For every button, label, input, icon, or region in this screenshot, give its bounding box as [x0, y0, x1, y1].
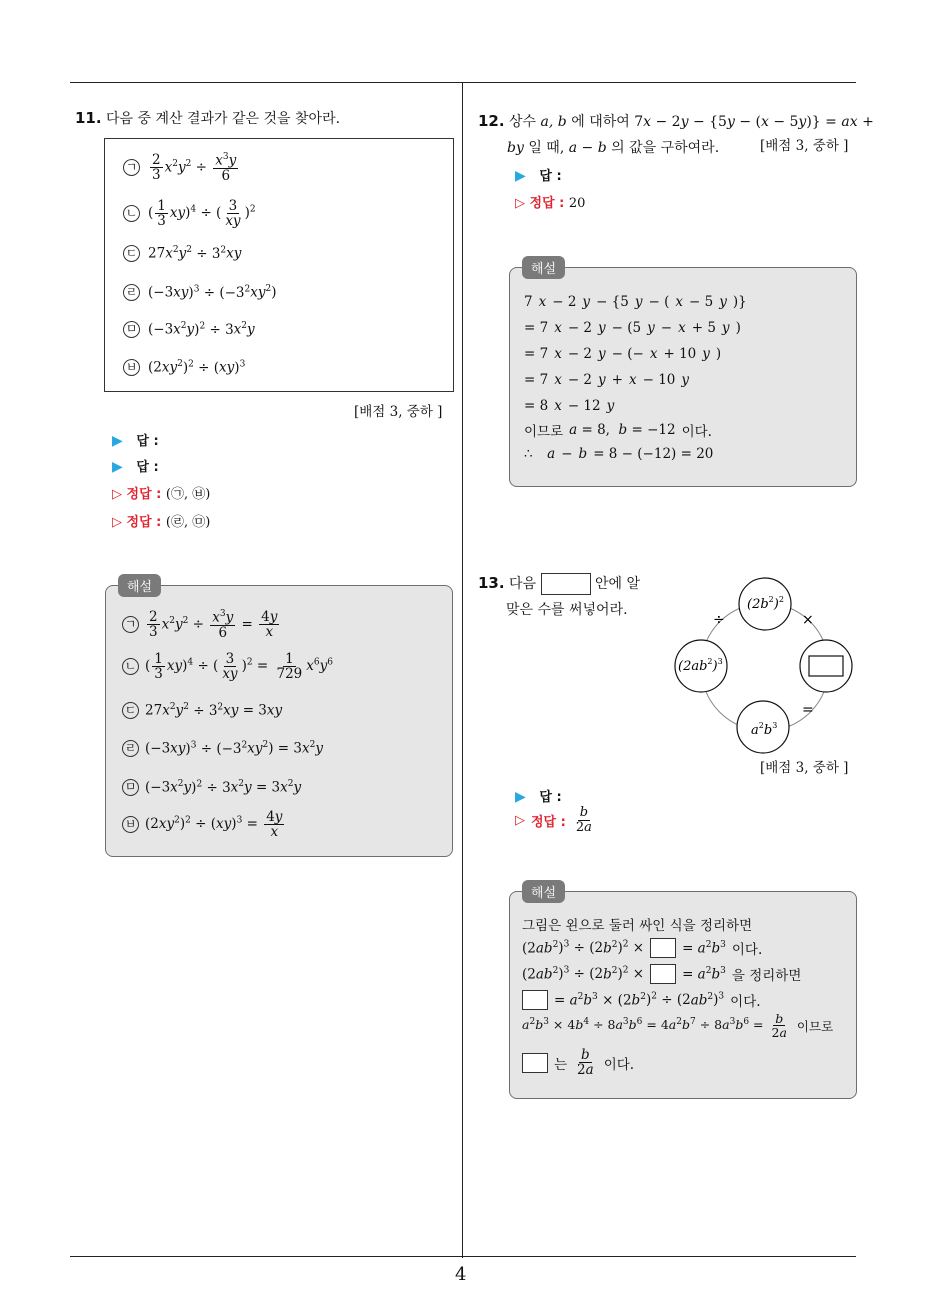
q11-ex-6: ㅂ $(2xy^2)^2 \div (xy)^3$ = $\frac{4y}{x}$ [122, 810, 286, 839]
q13-answer: ▶ 답 : [515, 789, 562, 805]
q11-choice-box [104, 138, 454, 392]
q11-ex-4: ㄹ $(-3xy)^3 \div (-3^2xy^2) = 3x^2y$ [122, 740, 323, 757]
choice-mark-2: ㄴ [123, 205, 140, 222]
explain-tag: 해설 [522, 256, 565, 279]
blank-box [541, 573, 591, 595]
play-icon: ▶ [515, 168, 526, 184]
choice-mark-1: ㄱ [123, 159, 140, 176]
q11-score: [배점 3, 중하 ] [354, 404, 443, 420]
q13-explanation: 해설 그림은 왼으로 둘러 싸인 식을 정리하면 $(2ab^2)^3 \div (2b^2)^2$ × = $a^2b^3$ 이다. $(2ab^2)^3 \div (2b^2)^2$ × = $a^2b^3$ 을 정리하면 = $a^2b^3 \times (2b^2)^2 \div (2ab^2)^3$ 이다. $a^2b^3 \times 4b^4 \div 8a^3b^6 = 4a^2b^7 \div 8a^3b^6$ = $\frac{b}{2a}$ 이므로 는 $\frac{b}{2a}$ 이다. [509, 891, 857, 1099]
q12-number: 12. [478, 112, 505, 130]
choice-mark-4: ㄹ [123, 284, 140, 301]
choice-mark-6: ㅂ [123, 359, 140, 376]
div-op: ÷ [713, 612, 725, 628]
play-outline-icon: ▷ [112, 487, 122, 502]
choice-mark-3: ㄷ [123, 245, 140, 262]
q12-correct: ▷ 정답 : 20 [515, 196, 586, 211]
explain-tag: 해설 [522, 880, 565, 903]
q12-score: [배점 3, 중하 ] [760, 138, 849, 154]
q11-ex-2: ㄴ ( $\frac{1}{3}$ xy)$^4$ ÷ ( $\frac{3}{xy}$ )$^2$ = $\frac{1}{729}$ $x^6y^6$ [122, 652, 333, 681]
choice-mark-5: ㅁ [123, 321, 140, 338]
top-rule [70, 82, 856, 83]
play-outline-icon: ▷ [112, 515, 122, 530]
q13-correct: ▷ 정답 : $\frac{b}{2a}$ [515, 805, 592, 835]
q11-ex-3: ㄷ $27x^2y^2 \div 3^2xy = 3xy$ [122, 702, 282, 719]
q11-ex-1: ㄱ $\frac{2}{3}$ $x^2y^2$ ÷ $\frac{x^3y}{6}$ = $\frac{4y}{x}$ [122, 610, 281, 640]
svg-text:(2b2)2: $(2b^2)^2$ [747, 595, 784, 612]
svg-text:(2ab2)3: $(2ab^2)^3$ [678, 657, 723, 674]
q11-text: 다음 중 계산 결과가 같은 것을 찾아라. [106, 111, 341, 127]
q13-score: [배점 3, 중하 ] [760, 760, 849, 776]
q12-header: 12. 상수 a, b 에 대하여 7x − 2y − {5y − (x − 5y)} = ax + by 일 때, a − b 의 값을 구하여라. [478, 112, 874, 156]
q12-answer: ▶ 답 : [515, 168, 562, 184]
svg-text:a2b3: $a^2b^3$ [751, 721, 778, 738]
play-icon: ▶ [515, 789, 526, 805]
q11-number: 11. [75, 109, 102, 127]
explain-tag: 해설 [118, 574, 161, 597]
q12-explanation: 해설 7 x − 2 y − {5 y − ( x − 5 y )} = 7 x − 2 y − (5 y − x + 5 y ) = 7 x − 2 y − (− x + 10 y ) = 7 x − 2 y + x − 10 y = 8 x − 12 y 이므로 a = 8, b = −12 이다. ∴ a − b = 8 − (−12) = 20 [509, 267, 857, 487]
q11-answer-1: ▶ 답 : [112, 433, 159, 449]
q12-correct-value: 20 [568, 196, 586, 211]
play-outline-icon: ▷ [515, 196, 525, 211]
q11-correct-value-2: (㉣, ㉤) [165, 515, 211, 530]
q11-correct-value-1: (㉠, ㉥) [165, 487, 211, 502]
column-divider [462, 83, 463, 1258]
choice-5: ㅁ $(-3x^2y)^2 \div 3x^2y$ [123, 321, 255, 338]
q11-ex-5: ㅁ $(-3x^2y)^2 \div 3x^2y = 3x^2y$ [122, 779, 301, 796]
q11-correct-1: ▷ 정답 : (㉠, ㉥) [112, 487, 211, 502]
play-icon: ▶ [112, 459, 123, 475]
blank-box-diagram [809, 656, 843, 676]
q13-diagram [668, 574, 858, 760]
q11-header [75, 108, 340, 128]
choice-3: ㄷ $27x^2y^2 \div 3^2xy$ [123, 245, 241, 262]
play-icon: ▶ [112, 433, 123, 449]
bottom-rule [70, 1256, 856, 1257]
q11-explanation [105, 580, 453, 857]
q11-correct-2: ▷ 정답 : (㉣, ㉤) [112, 515, 211, 530]
choice-4: ㄹ $(-3xy)^3 \div (-3^2xy^2)$ [123, 284, 277, 301]
q13-number: 13. [478, 574, 505, 592]
play-outline-icon: ▷ [515, 812, 525, 828]
q13-header: 13. 다음 안에 알 맞은 수를 써넣어라. [478, 574, 641, 618]
page-number: 4 [455, 1264, 467, 1285]
choice-2: ㄴ ( $\frac{1}{3}$ xy)$^4$ ÷ ( $\frac{3}{xy}$ )$^2$ [123, 199, 256, 228]
mul-op: × [802, 612, 814, 628]
choice-6: ㅂ $(2xy^2)^2 \div (xy)^3$ [123, 359, 245, 376]
eq-op: = [802, 702, 814, 718]
q11-answer-2: ▶ 답 : [112, 459, 159, 475]
choice-1: ㄱ $\frac{2}{3}$ $x^2y^2$ ÷ $\frac{x^3y}{6}$ [123, 153, 240, 183]
